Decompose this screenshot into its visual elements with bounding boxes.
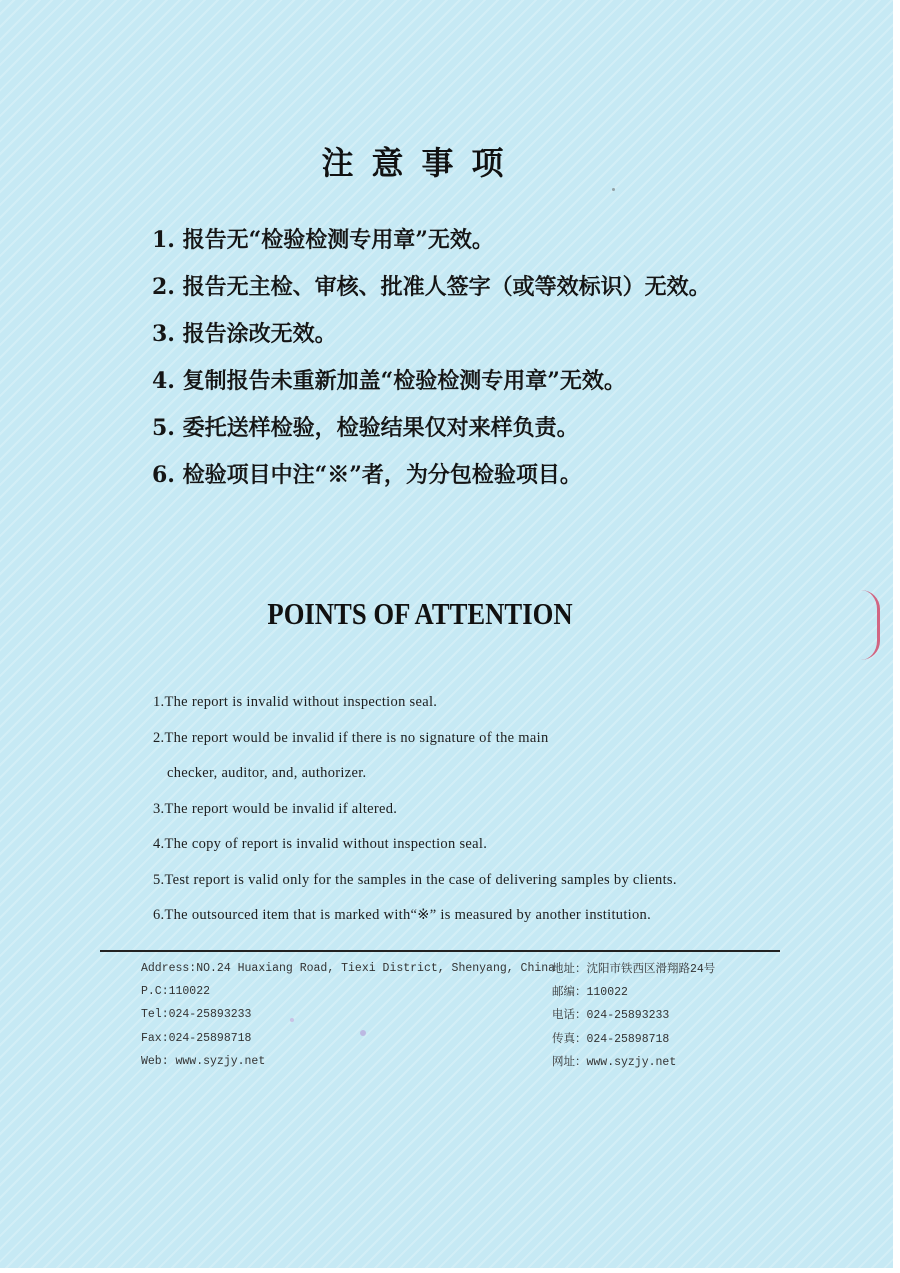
english-contact-block [141, 962, 555, 1078]
seal-edge-mark [861, 590, 880, 660]
chinese-title: 注意事项 [321, 144, 522, 182]
english-notice-item-continuation: checker, auditor, and, authorizer. [167, 765, 367, 781]
english-notice-item: 3.The report would be invalid if altered. [153, 800, 398, 817]
postcode-cn: 邮编：110022 [552, 986, 628, 1000]
english-notice-item: 6.The outsourced item that is marked with“※” is measured by another institution. [153, 907, 652, 923]
fax-cn: 传真：024-25898718 [552, 1032, 670, 1046]
english-notice-item: 1.The report is invalid without inspection seal. [153, 694, 438, 710]
ink-speck [360, 1030, 366, 1036]
english-title: POINTS OF ATTENTION [267, 596, 573, 631]
website-en: Web: www.syzjy.net [141, 1054, 266, 1068]
chinese-notice-item: 1. 报告无“检验检测专用章”无效。 [152, 227, 494, 253]
fax-en: Fax:024-25898718 [141, 1031, 252, 1045]
english-notice-item: 2.The report would be invalid if there is no signature of the main [153, 729, 549, 746]
postcode-en: P.C:110022 [141, 985, 211, 999]
website-cn: 网址：www.syzjy.net [552, 1055, 677, 1069]
english-notice-item: 4.The copy of report is invalid without inspection seal. [153, 836, 488, 852]
chinese-notice-item: 3. 报告涂改无效。 [152, 321, 337, 347]
chinese-notice-item: 6. 检验项目中注“※”者，为分包检验项目。 [152, 462, 582, 488]
chinese-notice-item: 4. 复制报告未重新加盖“检验检测专用章”无效。 [152, 368, 626, 394]
chinese-notice-item: 2. 报告无主检、审核、批准人签字（或等效标识）无效。 [152, 274, 711, 300]
address-en: Address:NO.24 Huaxiang Road, Tiexi District, Shenyang, China [141, 962, 556, 975]
english-notice-item: 5.Test report is valid only for the samples in the case of delivering samples by clients. [153, 871, 677, 888]
ink-speck [612, 188, 615, 191]
chinese-notice-item: 5. 委托送样检验，检验结果仅对来样负责。 [152, 415, 579, 441]
telephone-cn: 电话：024-25893233 [552, 1009, 670, 1023]
chinese-contact-block [552, 960, 715, 1076]
english-notice-list [153, 694, 677, 943]
ink-speck [290, 1018, 294, 1022]
telephone-en: Tel:024-25893233 [141, 1008, 252, 1022]
footer-divider [100, 950, 780, 952]
chinese-notice-list [152, 222, 711, 504]
address-cn: 地址：沈阳市铁西区滑翔路24号 [552, 963, 716, 976]
